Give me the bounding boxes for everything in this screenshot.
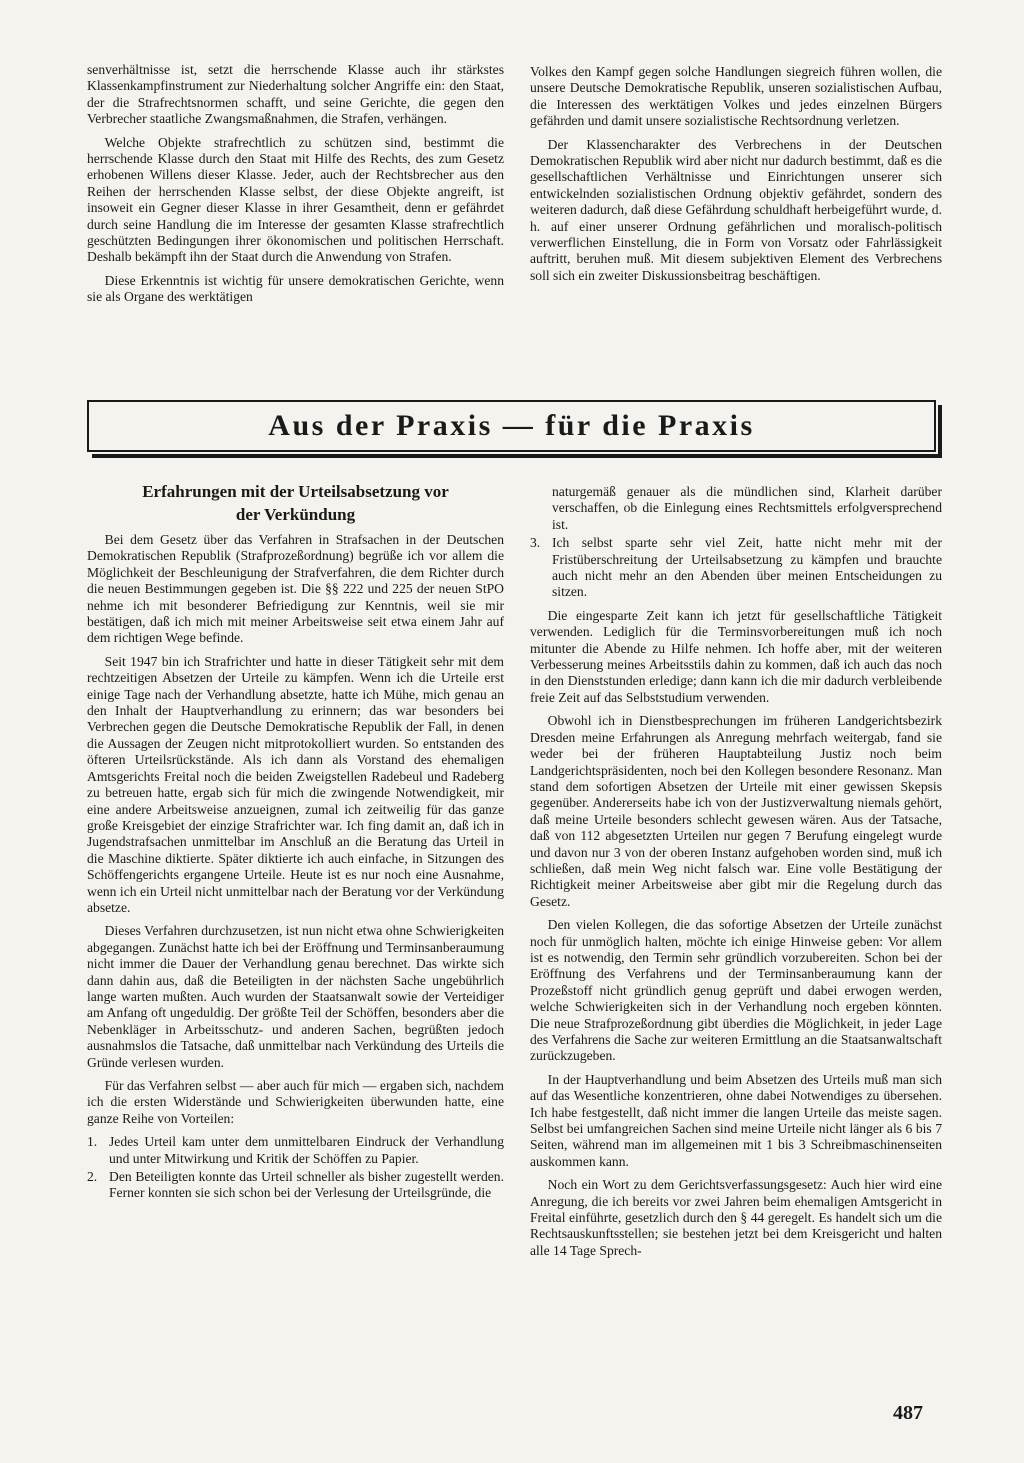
advantages-list [87, 1134, 504, 1202]
paragraph: Diese Erkenntnis ist wichtig für unsere demokratischen Gerichte, wenn sie als Organe des werktätigen [87, 272, 504, 305]
banner-title: Aus der Praxis — für die Praxis [268, 409, 755, 442]
section-banner [87, 400, 936, 452]
list-item-text: Ich selbst sparte sehr viel Zeit, hatte nicht mehr mit der Fristüberschreitung der Urteilsabsetzung zu kämpfen und brauchte auch nicht mehr an den Abenden über meinen Entscheidungen zu sitzen. [552, 535, 942, 600]
list-item [530, 535, 942, 601]
list-item-number: 2. [87, 1169, 98, 1185]
paragraph: Obwohl ich in Dienstbesprechungen im früheren Landgerichtsbezirk Dresden meine Erfahrungen als Anregung mehrfach weitergab, fand sie weder bei der früheren Hauptabteilung Justiz noch beim Landgerichtspräsidenten, noch bei den Kollegen besondere Resonanz. Man stand dem sofortigen Absetzen der Urteile mit einer gewissen Skepsis gegenüber. Andererseits habe ich von der Justizverwaltung niemals gehört, daß meine Urteile besonders schlecht gewesen wären. Aus der Tatsache, daß von 112 abgesetzten Urteilen nur gegen 7 Berufung eingelegt wurde und davon nur 3 von der oberen Instanz aufgehoben worden sind, muß ich schließen, daß mein Weg nicht falsch war. Eine volle Bestätigung der Richtigkeit meiner Arbeitsweise aber gibt mir die Regelung durch das Gesetz. [530, 713, 942, 909]
paragraph: Bei dem Gesetz über das Verfahren in Strafsachen in der Deutschen Demokratischen Republik (Strafprozeßordnung) begrüße ich vor allem die Möglichkeit der Beschleunigung der Strafverfahren, die dem Richter durch die neuen Bestimmungen gegeben ist. Die §§ 222 und 225 der neuen StPO nehme ich mit besonderer Befriedigung zur Kenntnis, weil sie mir bestätigen, daß ich mich mit meiner Arbeitsweise seit etwa einem Jahr auf dem richtigen Wege befinde. [87, 532, 504, 646]
paragraph: Den vielen Kollegen, die das sofortige Absetzen der Urteile zunächst noch für unmöglich halten, möchte ich einige Hinweise geben: Vor allem ist es notwendig, den Termin sehr gründlich vorzubereiten. Schon bei der Eröffnung des Verfahrens und der Terminsanberaumung kann der Prozeßstoff nicht gründlich genug geprüft und dabei erwogen werden, welche Schwierigkeiten sich in der Verhandlung noch ergeben könnten. Die neue Strafprozeßordnung gibt überdies die Möglichkeit, in jeder Lage des Verfahrens die Sache zur weiteren Ermittlung an die Staatsanwaltschaft zurückzugeben. [530, 917, 942, 1064]
article-title [87, 480, 504, 526]
top-right-column [530, 64, 942, 291]
advantages-list-continued [530, 484, 942, 601]
bottom-left-column [87, 532, 504, 1209]
paragraph: In der Hauptverhandlung und beim Absetzen des Urteils muß man sich auf das Wesentliche konzentrieren, ohne dabei Notwendiges zu übersehen. Ich habe festgestellt, daß nicht immer die langen Urteile das meiste sagen. Selbst bei umfangreichen Sachen sind meine Urteile nicht länger als 6 bis 7 Seiten, während man im allgemeinen mit 1 bis 3 Schreibmaschinenseiten auskommen kann. [530, 1071, 942, 1169]
article-title-line: der Verkündung [235, 505, 356, 524]
list-item-text: naturgemäß genauer als die mündlichen sind, Klarheit darüber verschaffen, ob die Einlegung eines Rechtsmittels erfolgversprechend ist. [552, 484, 942, 532]
paragraph: Noch ein Wort zu dem Gerichtsverfassungsgesetz: Auch hier wird eine Anregung, die ich bereits vor zwei Jahren beim ehemaligen Amtsgericht in Freital einführte, gesetzlich durch den § 44 geregelt. Es handelt sich um die Rechtsauskunftsstellen; sie bestehen jetzt bei dem Kreisgericht und halten alle 14 Tage Sprech- [530, 1177, 942, 1258]
top-left-column [87, 62, 504, 313]
list-item [87, 1169, 504, 1202]
paragraph: Für das Verfahren selbst — aber auch für mich — ergaben sich, nachdem ich die ersten Widerstände und Schwierigkeiten überwunden hatte, eine ganze Reihe von Vorteilen: [87, 1078, 504, 1126]
paragraph: Volkes den Kampf gegen solche Handlungen siegreich führen wollen, die unsere Deutsche Demokratische Republik, unseren sozialistischen Aufbau, die Interessen des werktätigen Volkes und jedes einzelnen Bürgers gefährden und damit unsere sozialistische Rechtsordnung verletzen. [530, 64, 942, 129]
article-title-line: Erfahrungen mit der Urteilsabsetzung vor [142, 482, 449, 501]
list-item-text: Den Beteiligten konnte das Urteil schneller als bisher zugestellt werden. Ferner konnten sie sich schon bei der Verlesung der Urteilsgründe, die [109, 1169, 504, 1201]
bottom-right-column [530, 484, 942, 1266]
paragraph: senverhältnisse ist, setzt die herrschende Klasse auch ihr stärkstes Klassenkampfinstrument zur Niederhaltung solcher Angriffe ein: den Staat, der die Strafrechtsnormen schafft, und seine Gerichte, die gegen den Verbrecher staatliche Zwangsmaßnahmen, die Strafen, verhängen. [87, 62, 504, 127]
list-item-number: 3. [530, 535, 541, 551]
page-number: 487 [893, 1402, 923, 1424]
paragraph: Die eingesparte Zeit kann ich jetzt für gesellschaftliche Tätigkeit verwenden. Lediglich für die Terminsvorbereitungen muß ich noch mitunter die Abende zu Hilfe nehmen. Ich hoffe aber, mit der weiteren Verbesserung meines Arbeitsstils dahin zu kommen, daß ich auch das noch in den Dienststunden erledige; dann kann ich die mir dadurch verbleibende freie Zeit auf das Selbststudium verwenden. [530, 607, 942, 705]
paragraph: Seit 1947 bin ich Strafrichter und hatte in dieser Tätigkeit sehr mit dem rechtzeitigen Absetzen der Urteile zu kämpfen. Wenn ich die Urteile erst einige Tage nach der Verhandlung absetzte, hatte ich Mühe, mich genau an den Inhalt der Hauptverhandlung zu erinnern; das war besonders bei Verbrechen gegen die Deutsche Demokratische Republik der Fall, in denen die Aussagen der Zeugen nicht mitprotokolliert wurden. So entstanden des öfteren Urteilsrückstände. Als ich dann als Vorstand des ehemaligen Amtsgerichts Freital noch die beiden Zweigstellen Radebeul und Radeberg zu betreuen hatte, ergab sich für mich die zwingende Notwendigkeit, mir eine andere Arbeitsweise anzueignen, zumal ich zeitweilig für das ganze große Kreisgebiet der einzige Strafrichter war. Ich fing damit an, daß ich in Jugendstrafsachen unmittelbar im Anschluß an die Beratung das Urteil in die Maschine diktierte. Später diktierte ich auch einfache, in Sitzungen des Schöffengerichts ergangene Urteile. Heute ist es nur noch eine Ausnahme, wenn ich ein Urteil nicht unmittelbar nach der Beratung vor der Verkündung absetze. [87, 653, 504, 915]
list-item-text: Jedes Urteil kam unter dem unmittelbaren Eindruck der Verhandlung und unter Mitwirkung und Kritik der Schöffen zu Papier. [109, 1134, 504, 1166]
list-item-number: 1. [87, 1134, 98, 1150]
paragraph: Welche Objekte strafrechtlich zu schützen sind, bestimmt die herrschende Klasse durch den Staat mit Hilfe des Rechts, des zum Gesetz erhobenen Willens dieser Klasse. Jeder, auch der Rechtsbrecher aus den Reihen der herrschenden Klasse selbst, der diese Objekte angreift, ist insoweit ein Gegner dieser Klasse in ihrer Gesamtheit, denn er gefährdet durch seine Handlung die im Interesse der gesamten Klasse strafrechtlich geschützten Bedingungen ihrer ökonomischen und politischen Herrschaft. Deshalb bekämpft ihn der Staat durch die Anwendung von Strafen. [87, 134, 504, 265]
list-item-continuation [530, 484, 942, 533]
list-item [87, 1134, 504, 1167]
paragraph: Der Klassencharakter des Verbrechens in der Deutschen Demokratischen Republik wird aber nicht nur dadurch bestimmt, daß es die gesellschaftlichen Verhältnisse und Einrichtungen unserer sich entwickelnden sozialistischen Ordnung objektiv gefährdet, sondern des weiteren dadurch, daß diese Gefährdung schuldhaft herbeigeführt wurde, d. h. auf einer unserer Ordnung gefährlichen und moralisch-politisch verwerflichen Einstellung, die in Form von Vorsatz oder Fahrlässigkeit auftritt, beruhen muß. Mit diesem subjektiven Element des Verbrechens soll sich ein zweiter Diskussionsbeitrag beschäftigen. [530, 136, 942, 283]
paragraph: Dieses Verfahren durchzusetzen, ist nun nicht etwa ohne Schwierigkeiten abgegangen. Zunächst hatte ich bei der Eröffnung und Terminsanberaumung nicht immer die Dauer der Verhandlung genau berechnet. Das wirkte sich dann dahin aus, daß die Beteiligten in der nächsten Sache ungebührlich lange warten mußten. Auch wurden der Staatsanwalt sowie der Verteidiger am Anfang oft ungeduldig. Der größte Teil der Schöffen, besonders aber die Nebenkläger in Arbeitsschutz- und anderen Sachen, begrüßten jedoch ausnahmslos die Tatsache, daß unmittelbar nach Verkündung des Urteils die Gründe verlesen wurden. [87, 923, 504, 1070]
